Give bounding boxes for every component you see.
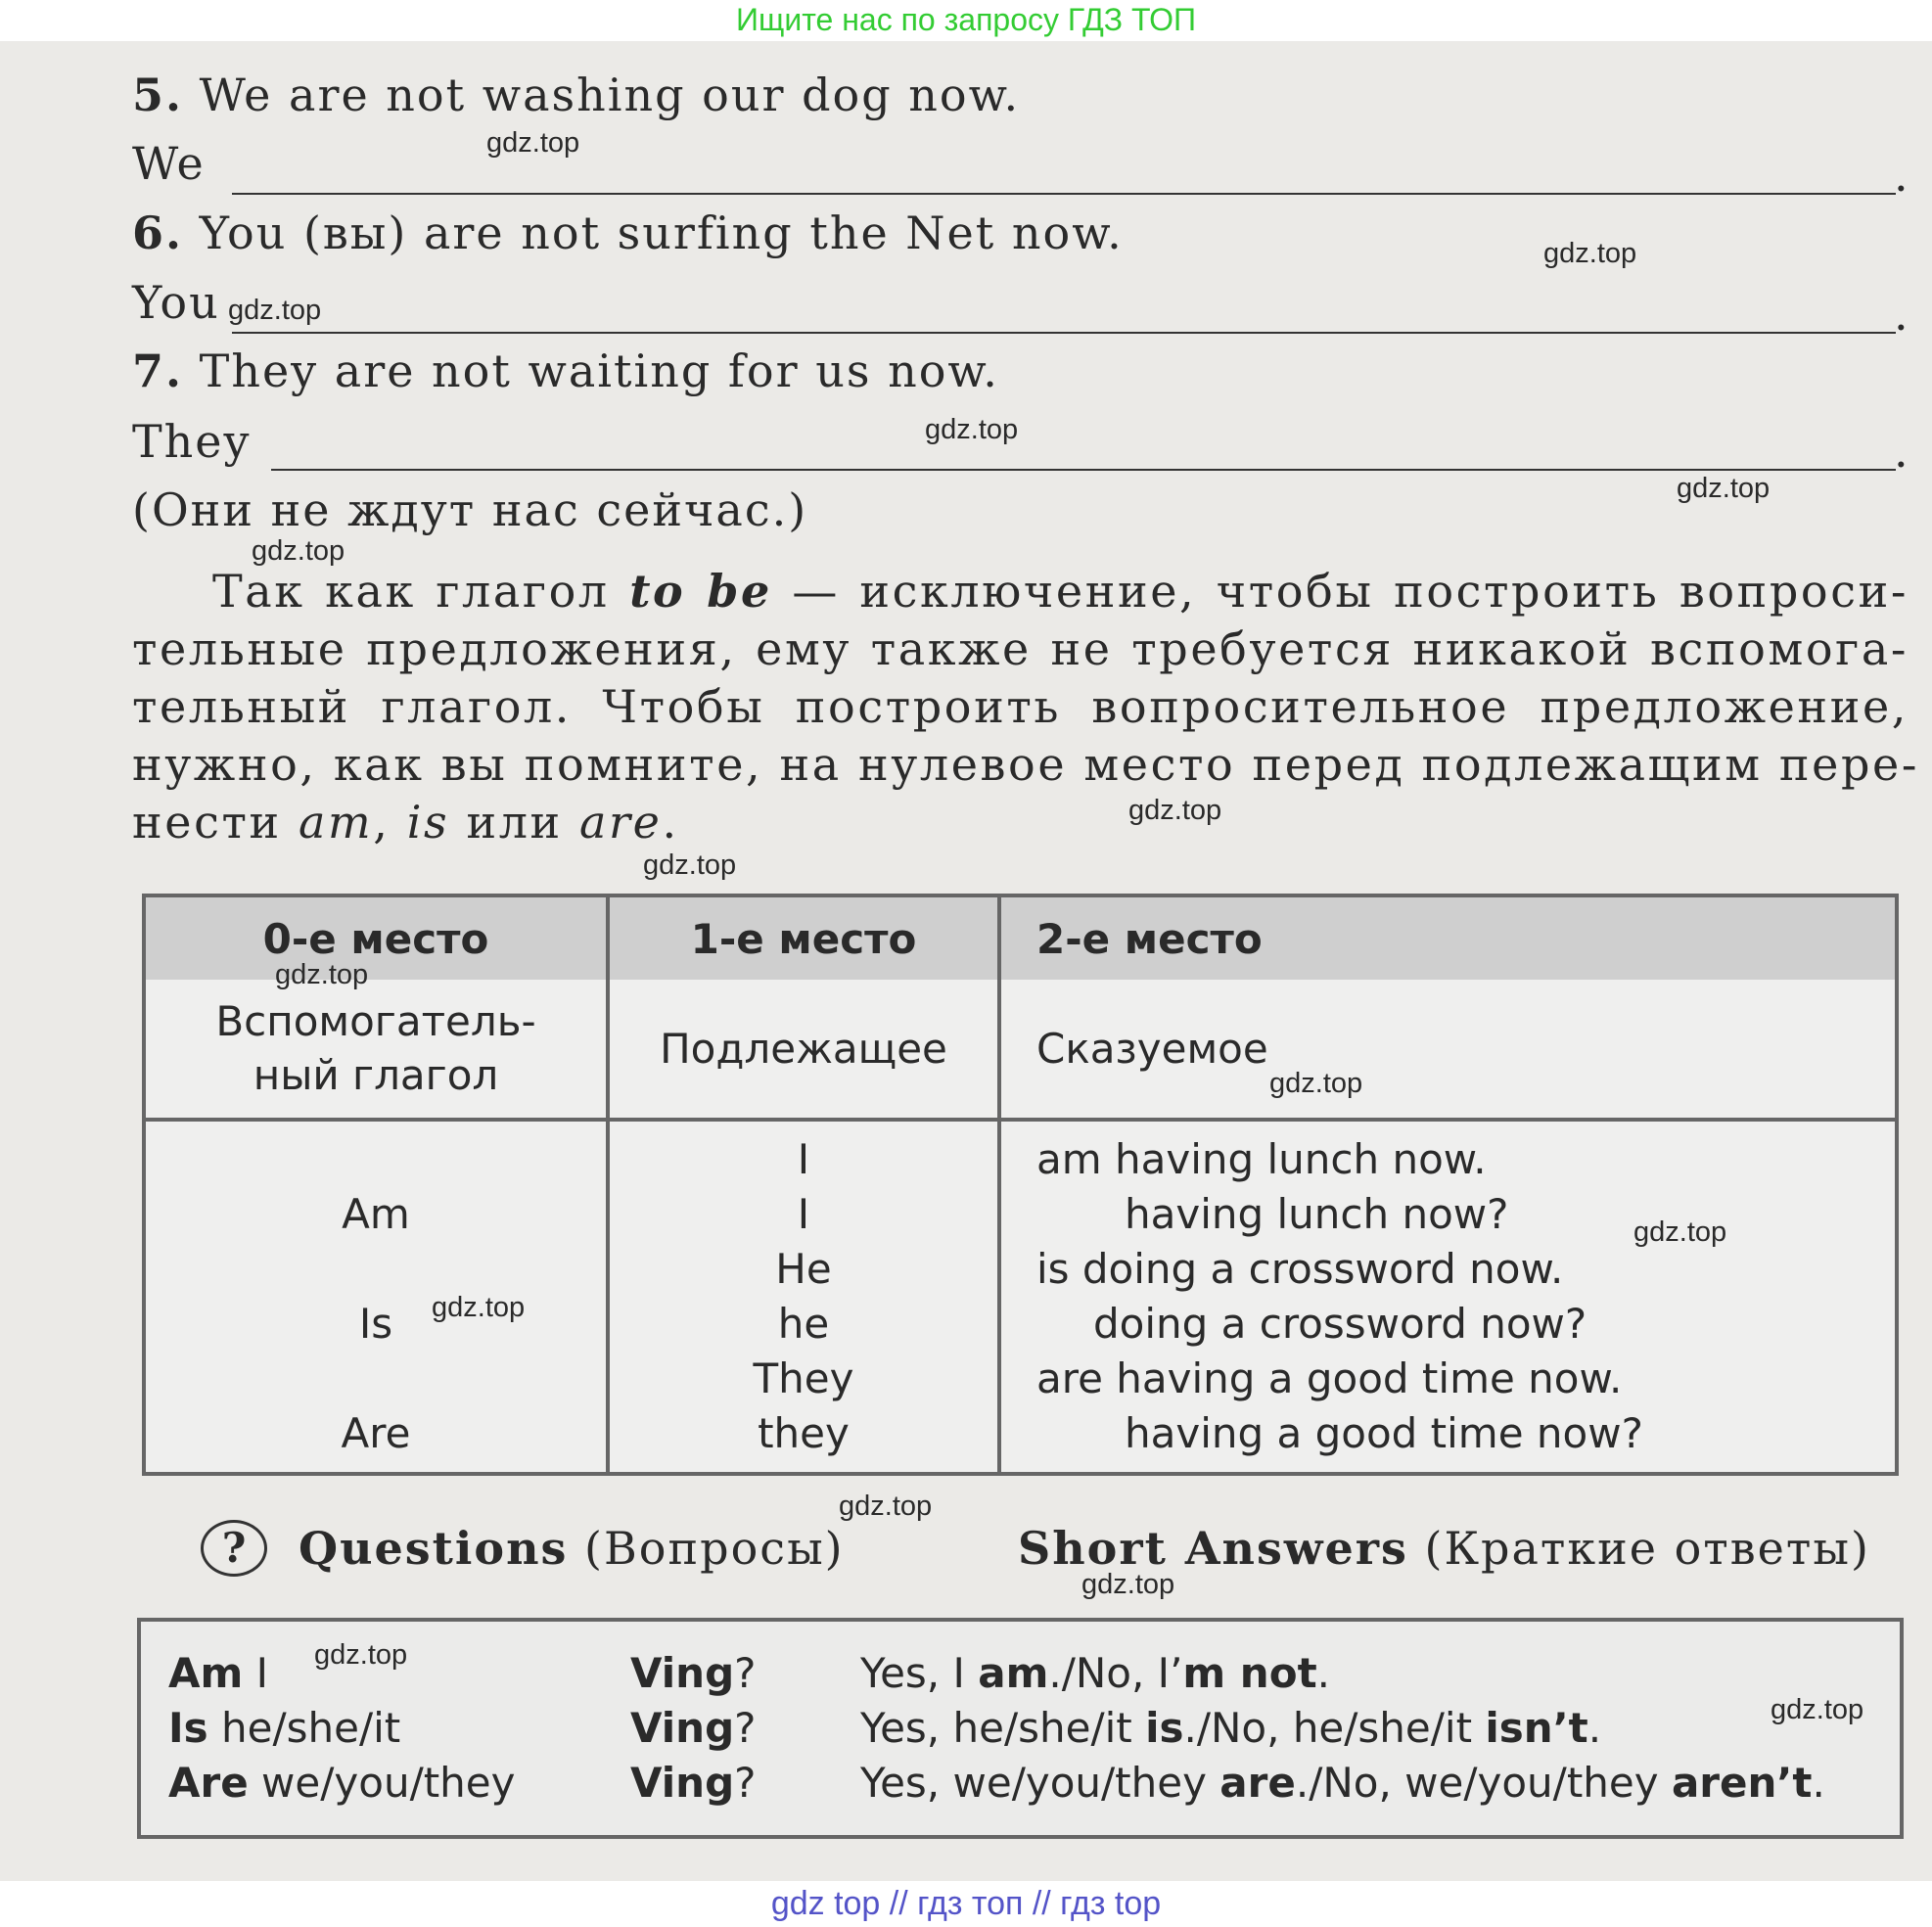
table-row-predicate: having lunch now? [1125,1190,1509,1238]
exercise-5-number: 5. [132,69,184,121]
table-row-subject: I [797,1190,810,1238]
bottom-banner[interactable]: gdz top // гдз топ // гдз top [770,1885,1162,1922]
table-sub-col2: Сказуемое [1036,1025,1268,1073]
paragraph-emphasis: to be [629,565,772,618]
table-row-predicate: am having lunch now. [1036,1135,1487,1183]
table-row-predicate: having a good time now? [1125,1409,1643,1457]
question-mark: ? [734,1759,757,1807]
short-answer-1 [860,1649,1330,1697]
watermark: gdz.top [314,1639,408,1671]
paragraph-line-2: тельные предложения, ему также не требуется никакой вспомога- [132,622,1909,675]
paragraph-emphasis: are [579,796,663,849]
exercise-6-number: 6. [132,206,184,259]
table-row-subject: he [777,1300,830,1348]
table-sub-col1: Подлежащее [660,1025,947,1073]
paragraph-text: . [662,796,679,849]
table-sub-col0-line1: Вспомогатель- [215,997,536,1045]
questions-heading [299,1522,845,1575]
question-subject: he/she/it [207,1704,401,1752]
table-row-divider [146,1118,1895,1122]
paragraph-line-4: нужно, как вы помните, на нулевое место перед подлежащим пере- [132,738,1920,791]
table-row-predicate: are having a good time now. [1036,1354,1623,1402]
table-header-col2: 2-е место [1036,915,1263,963]
questions-heading-rest: (Вопросы) [568,1522,845,1575]
watermark: gdz.top [839,1491,933,1522]
watermark: gdz.top [275,959,369,990]
question-mark: ? [734,1649,757,1697]
table-header-col1: 1-е место [690,915,917,963]
exercise-6-answer-line[interactable] [232,332,1896,334]
exercise-7-period: . [1894,425,1910,478]
short-answers-heading-bold: Short Answers [1018,1522,1408,1575]
exercise-7-text: They are not waiting for us now. [199,344,999,397]
exercise-7-answer-line[interactable] [271,469,1896,471]
ving-label: Ving [630,1704,735,1752]
exercise-7-translation: (Они не ждут нас сейчас.) [132,483,808,536]
table-row-subject: they [758,1409,850,1457]
paragraph-line-3: тельный глагол. Чтобы построить вопросительное предложение, [132,680,1909,733]
answer-part: Yes, we/you/they [860,1759,1220,1807]
exercise-5-text: We are not washing our dog now. [199,69,1021,121]
rule-paragraph [132,563,1920,851]
answer-part-bold: aren’t [1671,1759,1813,1807]
question-ving [630,1704,756,1752]
table-row-predicate: is doing a crossword now. [1036,1245,1564,1293]
paragraph-text: Так как глагол [212,565,630,618]
table-header-col0: 0-е место [262,915,489,963]
questions-heading-bold: Questions [299,1522,569,1575]
answer-part: . [1587,1704,1602,1752]
question-subject: we/you/they [248,1759,516,1807]
watermark: gdz.top [1677,473,1771,504]
exercise-5-start-word: We [132,137,206,190]
watermark: gdz.top [1128,795,1222,826]
short-answer-2 [860,1704,1601,1752]
answer-part: Yes, I [860,1649,979,1697]
question-row-2 [168,1704,400,1752]
answer-part: . [1316,1649,1330,1697]
short-answer-3 [860,1759,1825,1807]
table-row-subject: He [775,1245,832,1293]
watermark: gdz.top [1771,1694,1864,1725]
exercise-7-number: 7. [132,344,184,397]
question-mark: ? [734,1704,757,1752]
question-mark-icon: ? [201,1520,267,1577]
answer-part: . [1812,1759,1825,1807]
top-banner[interactable]: Ищите нас по запросу ГДЗ ТОП [736,2,1196,37]
exercise-5-period: . [1894,149,1910,202]
exercise-7-start-word: They [132,415,252,468]
watermark: gdz.top [925,414,1019,445]
short-answers-heading [1018,1522,1870,1575]
paragraph-emphasis: am [298,796,374,849]
short-answers-heading-rest: (Краткие ответы) [1407,1522,1870,1575]
watermark: gdz.top [252,535,345,567]
ving-label: Ving [630,1649,735,1697]
watermark: gdz.top [1543,238,1637,269]
table-row-subject: They [753,1354,854,1402]
exercise-5-sentence [132,69,1020,121]
exercise-6-text: You (вы) are not surfing the Net now. [199,206,1124,259]
table-row-predicate: doing a crossword now? [1093,1300,1587,1348]
exercise-6-sentence [132,206,1124,259]
answer-part: ./No, he/she/it [1183,1704,1486,1752]
table-row-aux: Is [358,1300,393,1348]
table-sub-col0-line2: ный глагол [253,1051,499,1099]
paragraph-line-1 [132,563,1909,620]
watermark: gdz.top [1633,1216,1727,1248]
question-ving [630,1759,756,1807]
watermark: gdz.top [432,1292,526,1323]
paragraph-text: , [373,796,407,849]
question-aux: Am [168,1649,244,1697]
exercise-6-start-word: You [132,276,220,329]
answer-part: ./No, we/you/they [1295,1759,1672,1807]
watermark: gdz.top [1081,1569,1175,1600]
table-row-aux: Am [342,1190,410,1238]
exercise-6-period: . [1894,288,1910,341]
answer-part-bold: am [978,1649,1049,1697]
watermark: gdz.top [486,127,580,159]
answer-part-bold: m not [1182,1649,1317,1697]
answer-part-bold: isn’t [1485,1704,1588,1752]
ving-label: Ving [630,1759,735,1807]
table-row-aux: Are [341,1409,411,1457]
exercise-7-sentence [132,344,999,397]
question-row-3 [168,1759,516,1807]
exercise-5-answer-line[interactable] [232,193,1896,195]
watermark: gdz.top [228,295,322,326]
word-order-table [142,894,1899,1476]
question-aux: Is [168,1704,208,1752]
question-ving [630,1649,756,1697]
paragraph-emphasis: is [406,796,450,849]
question-subject: I [243,1649,269,1697]
watermark: gdz.top [1269,1068,1363,1099]
paragraph-text: или [449,796,580,849]
paragraph-text: нести [132,796,299,849]
paragraph-text: — исключение, чтобы построить вопроси- [771,565,1909,618]
answer-part-bold: are [1219,1759,1296,1807]
paragraph-line-5 [132,794,1909,851]
table-row-subject: I [797,1135,810,1183]
watermark: gdz.top [643,849,737,881]
question-aux: Are [168,1759,249,1807]
question-row-1 [168,1649,268,1697]
table-col-divider [997,897,1001,1472]
answer-part: Yes, he/she/it [860,1704,1146,1752]
answer-part-bold: is [1145,1704,1184,1752]
answer-part: ./No, I’ [1048,1649,1183,1697]
